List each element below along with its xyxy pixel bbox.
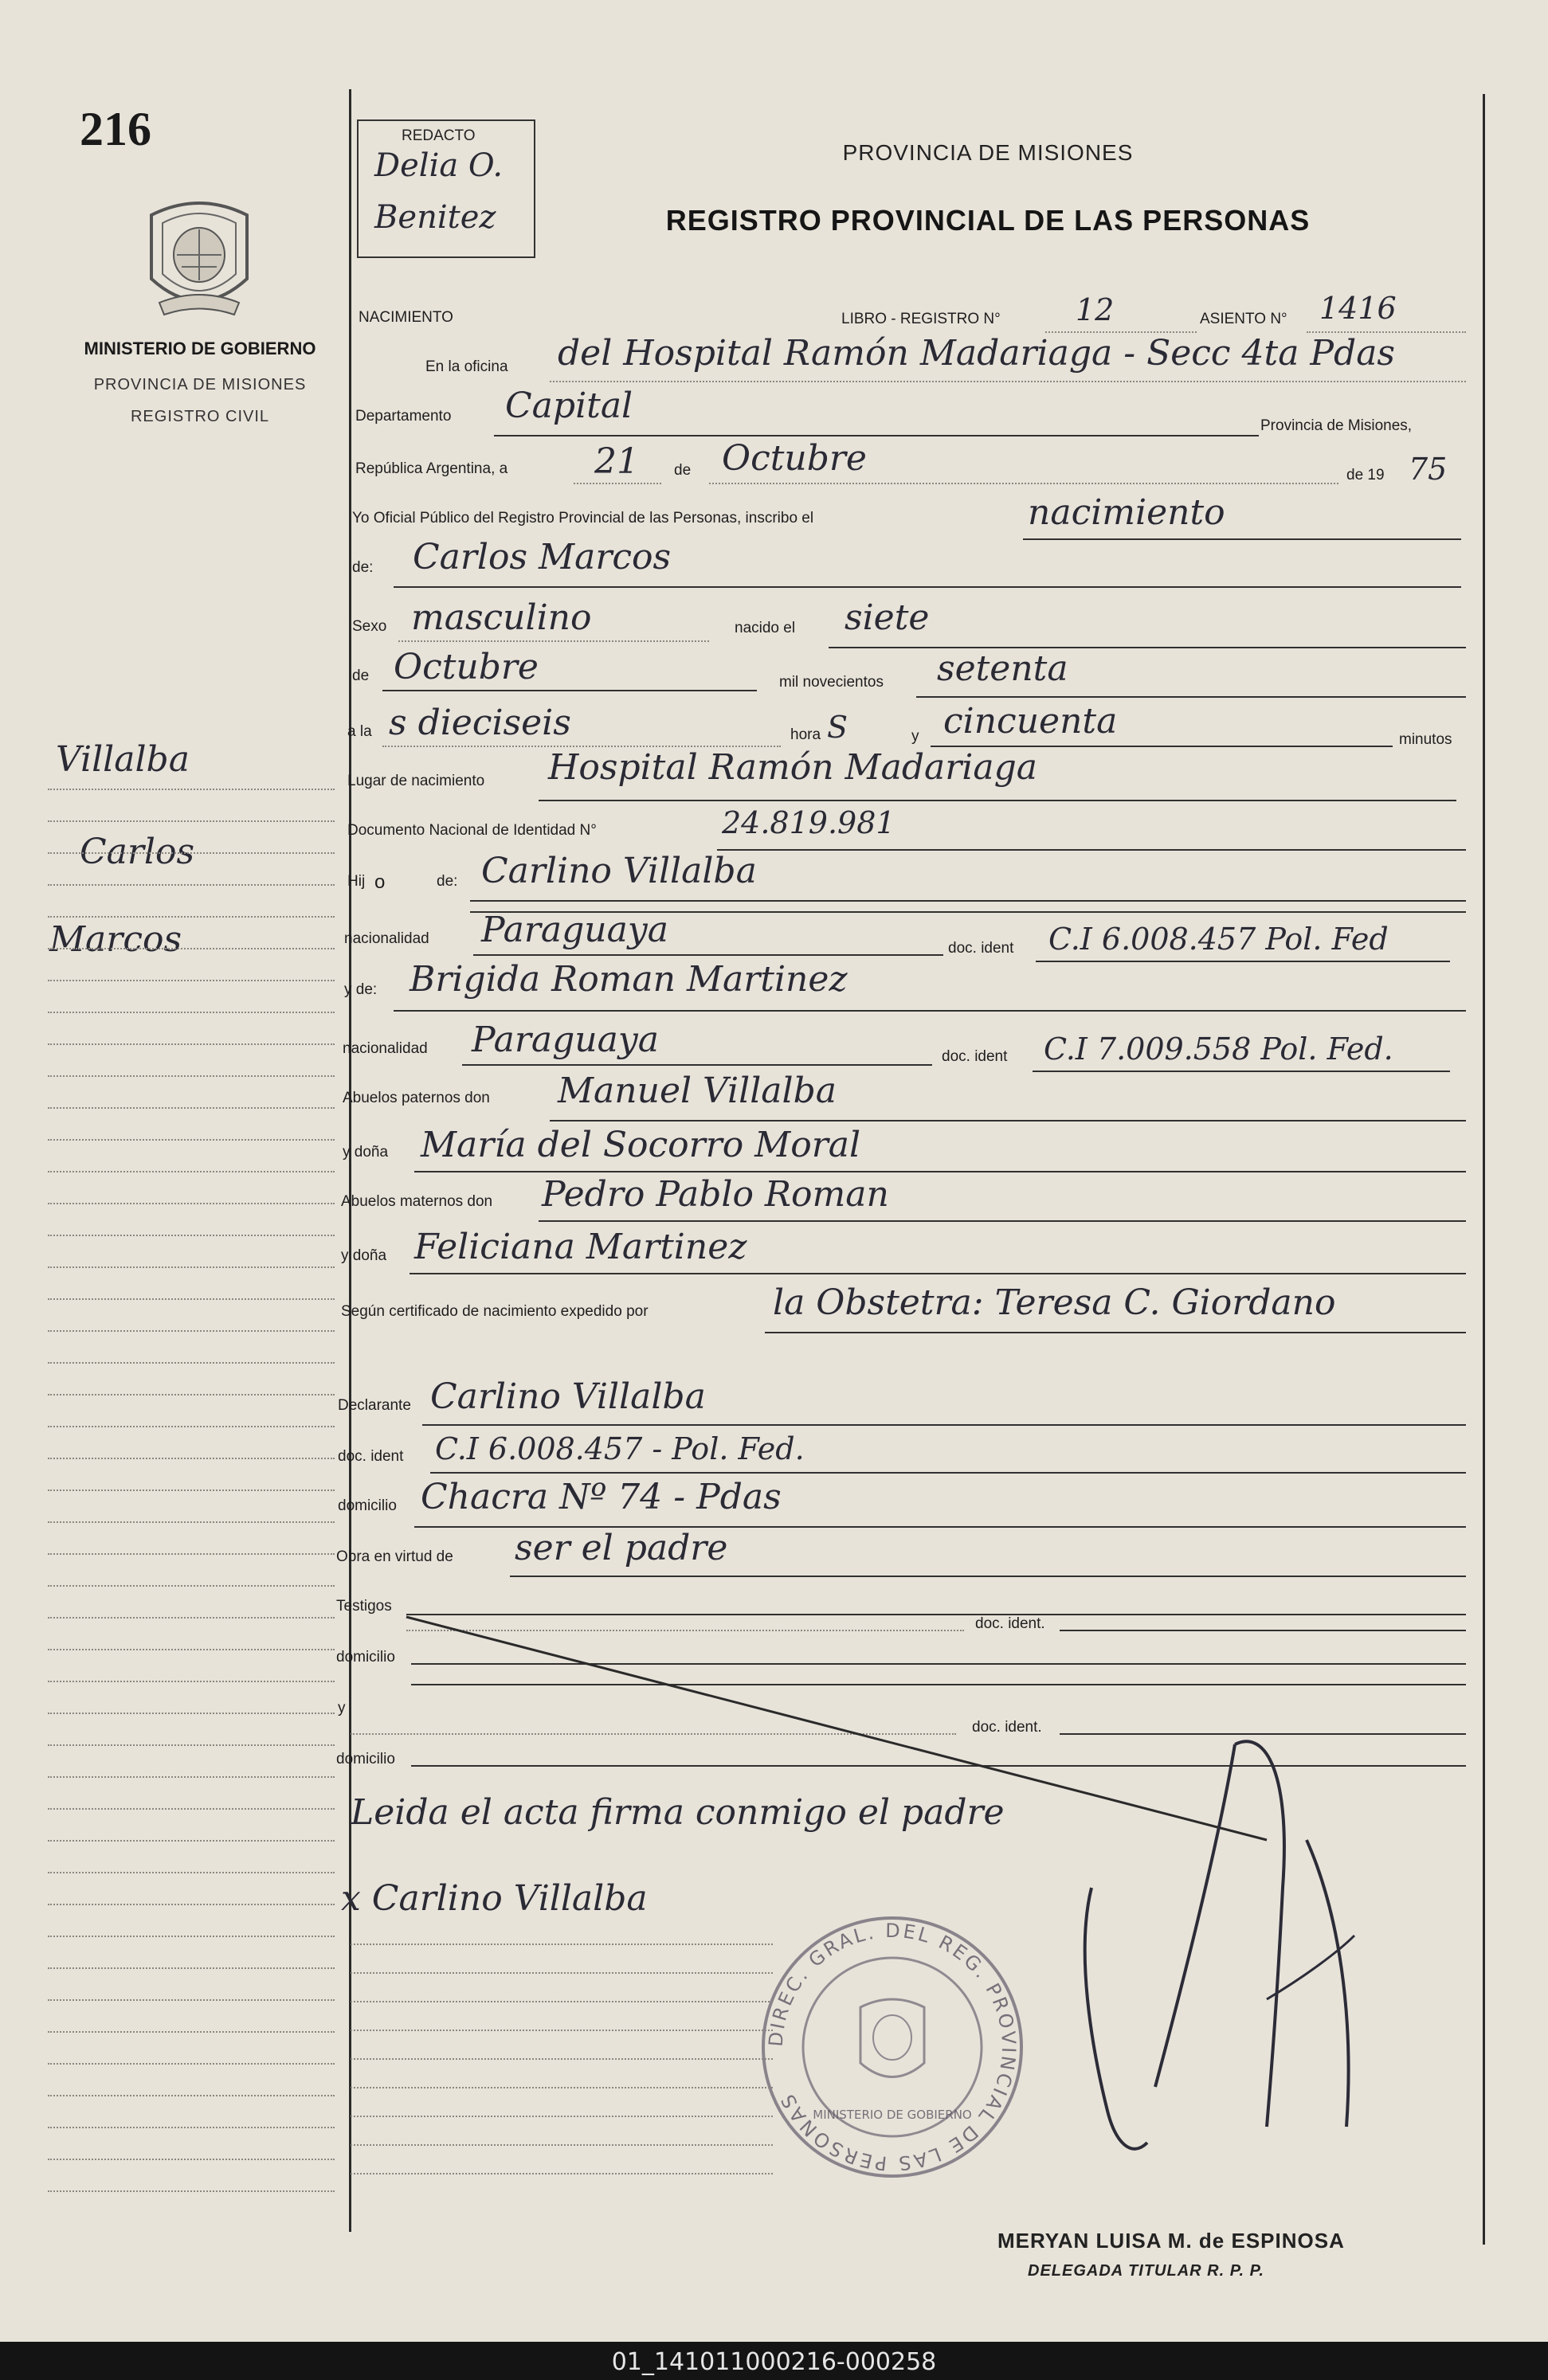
dotted-guide-line	[48, 1266, 335, 1268]
dotted-guide-line	[351, 2173, 773, 2174]
hijo-label: Hij	[347, 873, 366, 890]
oficina-label: En la oficina	[425, 358, 508, 375]
dotted-guide-line	[351, 2087, 773, 2088]
page-number: 216	[80, 103, 151, 155]
stamp-seal-icon	[757, 1912, 1028, 2182]
dotted-guide-line	[48, 1967, 335, 1969]
dotted-guide-line	[48, 2063, 335, 2065]
dotted-guide-line	[48, 789, 335, 790]
am-dona-label: y doña	[341, 1247, 387, 1264]
dotted-guide-line	[48, 1936, 335, 1937]
dotted-guide-line	[48, 948, 335, 949]
dotted-guide-line	[351, 2001, 773, 2002]
declarante-doc-label: doc. ident	[338, 1448, 404, 1465]
dotted-guide-line	[48, 1681, 335, 1682]
nacimiento-label: NACIMIENTO	[359, 309, 453, 326]
redacto-name2: Benitez	[374, 199, 496, 236]
dotted-guide-line	[351, 2144, 773, 2146]
file-id-bar	[0, 2342, 1548, 2380]
minutos-label: minutos	[1399, 731, 1452, 748]
asiento-label: ASIENTO N°	[1200, 311, 1287, 327]
nacido-mes-value: Octubre	[394, 647, 539, 687]
dni-value: 24.819.981	[722, 805, 895, 840]
lugar-label: Lugar de nacimiento	[347, 773, 485, 789]
file-id: 01_141011000216-000258	[611, 2348, 937, 2376]
dotted-guide-line	[48, 2190, 335, 2192]
alas-label: a la	[347, 723, 372, 740]
lugar-value: Hospital Ramón Madariaga	[548, 747, 1037, 788]
dotted-guide-line	[351, 1944, 773, 1945]
departamento-label: Departamento	[355, 408, 452, 425]
y-label: y	[911, 728, 919, 745]
dotted-guide-line	[48, 1298, 335, 1300]
dia-value: 21	[594, 441, 639, 482]
ap-dona-label: y doña	[343, 1144, 389, 1161]
dotted-guide-line	[48, 1585, 335, 1587]
ministry-title: MINISTERIO DE GOBIERNO	[84, 339, 316, 358]
dotted-guide-line	[48, 1075, 335, 1077]
mes-value: Octubre	[722, 438, 867, 479]
horas-label: hora	[790, 726, 821, 743]
stamp-inner-text: MINISTERIO DE GOBIERNO	[813, 2108, 972, 2122]
dotted-guide-line	[48, 1394, 335, 1396]
domicilio-value: Chacra Nº 74 - Pdas	[421, 1477, 782, 1517]
dotted-guide-line	[48, 1713, 335, 1714]
dotted-guide-line	[48, 1362, 335, 1364]
cert-value: la Obstetra: Teresa C. Giordano	[773, 1282, 1336, 1323]
dotted-guide-line	[48, 1649, 335, 1650]
dotted-guide-line	[48, 1553, 335, 1555]
declarante-label: Declarante	[338, 1397, 411, 1414]
dotted-guide-line	[48, 1043, 335, 1045]
margin-note-name1: Carlos	[80, 832, 195, 872]
dotted-guide-line	[48, 2031, 335, 2033]
dotted-guide-line	[48, 2159, 335, 2160]
anio-label: de 19	[1346, 467, 1385, 483]
dotted-guide-line	[48, 852, 335, 854]
libro-value: 12	[1076, 292, 1115, 327]
declarante-value: Carlino Villalba	[430, 1376, 706, 1417]
header-province: PROVINCIA DE MISIONES	[842, 140, 1134, 165]
dotted-guide-line	[48, 884, 335, 886]
dotted-guide-line	[48, 1776, 335, 1778]
dotted-guide-line	[48, 1872, 335, 1873]
madre-doc-label: doc. ident	[942, 1048, 1008, 1065]
am-label: Abuelos maternos don	[341, 1193, 493, 1210]
dotted-guide-line	[48, 1330, 335, 1332]
dotted-guide-line	[48, 1235, 335, 1236]
testigos-label: Testigos	[336, 1598, 392, 1615]
dotted-guide-line	[351, 2116, 773, 2117]
dotted-guide-line	[48, 1139, 335, 1141]
de-label: de	[674, 462, 692, 479]
dotted-guide-line	[48, 1426, 335, 1427]
padre-value: Carlino Villalba	[481, 851, 757, 891]
oficial-label: Yo Oficial Público del Registro Provincial de las Personas, inscribo el	[352, 510, 814, 526]
anio-value: 75	[1409, 452, 1448, 487]
ministry-province: PROVINCIA DE MISIONES	[93, 376, 307, 393]
dotted-guide-line	[48, 1999, 335, 2001]
nacido-de-label: de	[352, 667, 370, 684]
madre-nac-label: nacionalidad	[343, 1040, 428, 1057]
dni-label: Documento Nacional de Identidad N°	[347, 822, 597, 839]
dotted-guide-line	[48, 1808, 335, 1810]
sexo-label: Sexo	[352, 618, 387, 635]
testigo2-y-label: y	[338, 1700, 346, 1716]
dotted-guide-line	[351, 2058, 773, 2060]
madre-value: Brigida Roman Martinez	[410, 959, 848, 1000]
republica-label: República Argentina, a	[355, 460, 508, 477]
dotted-guide-line	[48, 2095, 335, 2096]
nombre-value: Carlos Marcos	[413, 537, 672, 577]
dotted-guide-line	[48, 916, 335, 918]
dotted-guide-line	[48, 1489, 335, 1491]
provincia-label: Provincia de Misiones,	[1260, 417, 1413, 434]
nombre-de-label: de:	[352, 559, 374, 576]
dotted-guide-line	[48, 1203, 335, 1204]
testigo2-domicilio-label: domicilio	[336, 1751, 395, 1767]
obra-label: Obra en virtud de	[336, 1548, 453, 1565]
yde-label: y de:	[344, 981, 378, 998]
dotted-guide-line	[351, 1972, 773, 1974]
dotted-guide-line	[48, 1171, 335, 1172]
dotted-guide-line	[48, 980, 335, 981]
official-name: MERYAN LUISA M. de ESPINOSA	[997, 2229, 1345, 2253]
dotted-guide-line	[48, 1904, 335, 1905]
official-signature	[1004, 1713, 1402, 2222]
horas-suffix: S	[827, 710, 848, 745]
cert-label: Según certificado de nacimiento expedido por	[341, 1303, 649, 1320]
dotted-guide-line	[48, 1744, 335, 1746]
hijo-suffix: o	[374, 871, 386, 893]
stamp-ring-text: DIREC. GRAL. DEL REG. PROVINCIAL DE LAS PERSONAS	[764, 1919, 1021, 2175]
firma-value: x Carlino Villalba	[341, 1878, 648, 1919]
minutos-value: cincuenta	[943, 701, 1118, 742]
coat-of-arms-icon	[135, 191, 263, 327]
margin-note-name2: Marcos	[49, 919, 182, 960]
right-border-line	[1483, 94, 1485, 2245]
dotted-guide-line	[351, 2030, 773, 2031]
ministry-registry: REGISTRO CIVIL	[130, 408, 270, 425]
madre-nac-value: Paraguaya	[472, 1020, 659, 1060]
page-title: REGISTRO PROVINCIAL DE LAS PERSONAS	[665, 204, 1311, 237]
ap-label: Abuelos paternos don	[343, 1090, 490, 1106]
dotted-guide-line	[48, 1617, 335, 1619]
am-dona-value: Feliciana Martinez	[414, 1227, 747, 1267]
domicilio-label: domicilio	[338, 1497, 397, 1514]
libro-label: LIBRO - REGISTRO N°	[841, 311, 1001, 327]
ap-don-value: Manuel Villalba	[558, 1071, 837, 1111]
testigo1-domicilio-label: domicilio	[336, 1649, 395, 1666]
milnov-label: mil novecientos	[779, 674, 884, 691]
testigo1-doc-label: doc. ident.	[975, 1615, 1045, 1632]
testigo2-doc-label: doc. ident.	[972, 1719, 1042, 1736]
nacido-anio-value: setenta	[937, 648, 1068, 689]
leida-value: Leida el acta firma conmigo el padre	[351, 1792, 1005, 1833]
hijo-de-label: de:	[437, 873, 458, 890]
oficina-value: del Hospital Ramón Madariaga - Secc 4ta Pdas	[558, 333, 1396, 374]
nacido-label: nacido el	[735, 620, 796, 636]
padre-nac-label: nacionalidad	[344, 930, 429, 947]
dotted-guide-line	[48, 820, 335, 822]
horas-value: s dieciseis	[389, 703, 571, 743]
declarante-doc-value: C.I 6.008.457 - Pol. Fed.	[435, 1431, 805, 1466]
madre-doc-value: C.I 7.009.558 Pol. Fed.	[1044, 1031, 1393, 1067]
dotted-guide-line	[48, 1107, 335, 1109]
padre-doc-label: doc. ident	[948, 940, 1014, 957]
padre-doc-value: C.I 6.008.457 Pol. Fed	[1048, 922, 1389, 957]
dotted-guide-line	[48, 1521, 335, 1523]
padre-nac-value: Paraguaya	[481, 910, 668, 950]
margin-note-surname: Villalba	[56, 739, 190, 780]
dotted-guide-line	[48, 1840, 335, 1842]
inscribo-value: nacimiento	[1028, 492, 1225, 533]
asiento-value: 1416	[1319, 291, 1397, 326]
dotted-guide-line	[48, 1012, 335, 1013]
official-stamp	[757, 1912, 1028, 2182]
sexo-value: masculino	[411, 597, 592, 638]
dotted-guide-line	[48, 2127, 335, 2128]
dotted-guide-line	[48, 1458, 335, 1459]
am-don-value: Pedro Pablo Roman	[542, 1174, 889, 1215]
nacido-dia-value: siete	[845, 597, 930, 638]
ap-dona-value: María del Socorro Moral	[421, 1125, 861, 1165]
redacto-label: REDACTO	[402, 127, 476, 144]
obra-value: ser el padre	[515, 1528, 728, 1568]
official-role: DELEGADA TITULAR R. P. P.	[1028, 2262, 1264, 2280]
redacto-name1: Delia O.	[374, 147, 504, 184]
departamento-value: Capital	[505, 386, 633, 426]
